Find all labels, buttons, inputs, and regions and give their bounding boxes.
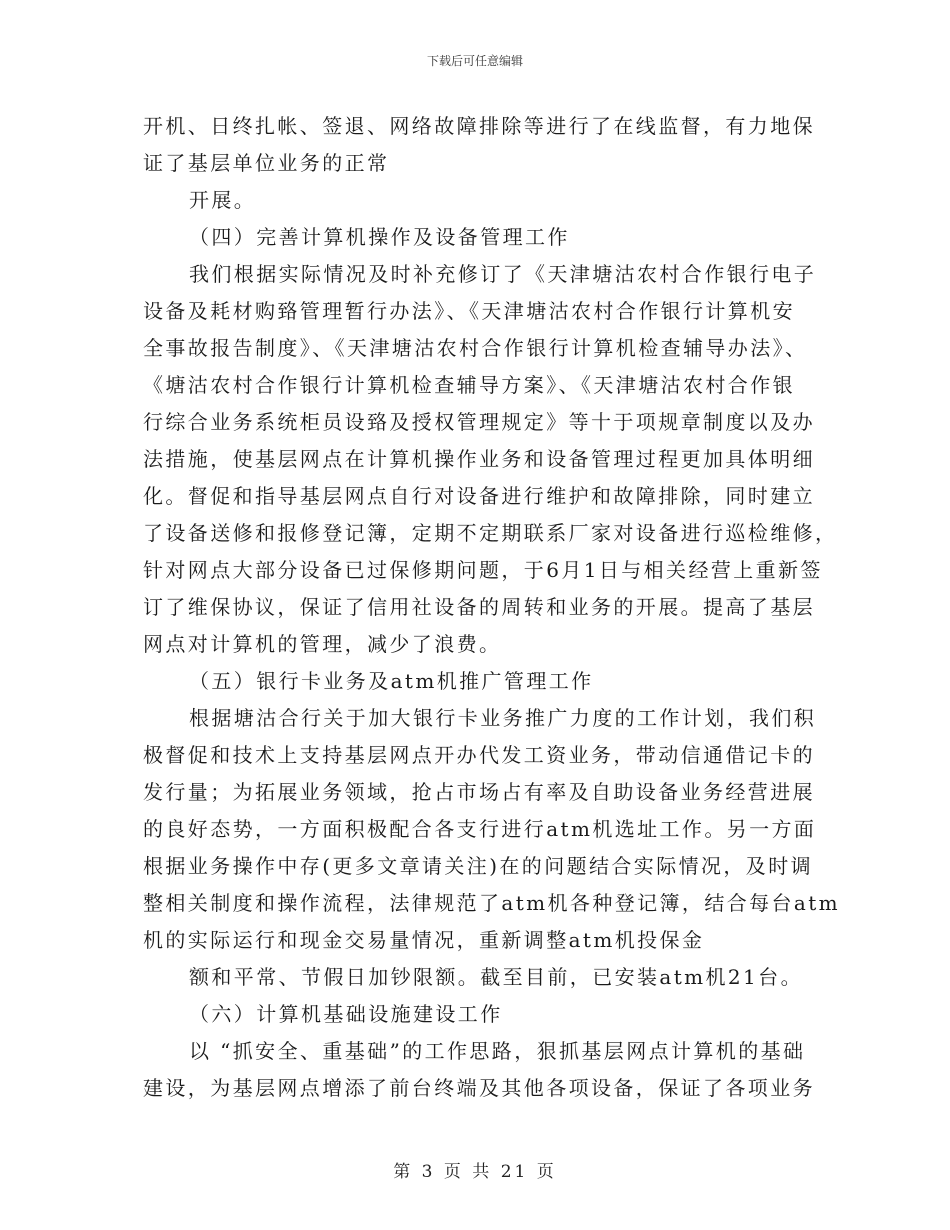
text-line: 额和平常、节假日加钞限额。截至目前，已安装atm机21台。 <box>189 965 803 989</box>
text-line: 机的实际运行和现金交易量情况，重新调整atm机投保金 <box>143 928 705 952</box>
text-line: 整相关制度和操作流程，法律规范了atm机各种登记簿，结合每台atm <box>143 891 841 915</box>
text-line: 建设，为基层网点增添了前台终端及其他各项设备，保证了各项业务 <box>143 1076 815 1100</box>
text-line: 法措施，使基层网点在计算机操作业务和设备管理过程更加具体明细 <box>143 447 815 471</box>
text-line: 针对网点大部分设备已过保修期问题，于6月1日与相关经营上重新签 <box>143 558 823 582</box>
header-note: 下载后可任意编辑 <box>426 54 523 68</box>
text-line: 证了基层单位业务的正常 <box>143 151 390 175</box>
section-heading: （六）计算机基础设施建设工作 <box>189 1002 503 1026</box>
text-line: 行综合业务系统柜员设臵及授权管理规定》等十于项规章制度以及办 <box>143 410 815 434</box>
text-line: 发行量；为拓展业务领域，抢占市场占有率及自助设备业务经营进展 <box>143 780 815 804</box>
text-line: 开机、日终扎帐、签退、网络故障排除等进行了在线监督，有力地保 <box>143 114 815 138</box>
text-line: 开展。 <box>189 188 257 212</box>
text-line: 以 “抓安全、重基础”的工作思路，狠抓基层网点计算机的基础 <box>189 1039 806 1063</box>
text-line: 全事故报告制度》、《天津塘沽农村合作银行计算机检查辅导办法》、 <box>143 336 808 360</box>
page-number-footer: 第 3 页 共 21 页 <box>393 1162 557 1182</box>
document-body <box>143 108 841 1107</box>
section-heading: （四）完善计算机操作及设备管理工作 <box>189 225 570 249</box>
text-line: 化。督促和指导基层网点自行对设备进行维护和故障排除，同时建立 <box>143 484 815 508</box>
text-line: 根据塘沽合行关于加大银行卡业务推广力度的工作计划，我们积 <box>189 706 817 730</box>
text-line: 设备及耗材购臵管理暂行办法》、《天津塘沽农村合作银行计算机安 <box>143 299 795 323</box>
text-line: 根据业务操作中存(更多文章请关注)在的问题结合实际情况，及时调 <box>143 854 814 878</box>
text-line: 网点对计算机的管理，减少了浪费。 <box>143 632 502 656</box>
text-line: 订了维保协议，保证了信用社设备的周转和业务的开展。提高了基层 <box>143 595 815 619</box>
text-line: 的良好态势，一方面积极配合各支行进行atm机选址工作。另一方面 <box>143 817 817 841</box>
section-heading: （五）银行卡业务及atm机推广管理工作 <box>189 669 594 693</box>
text-line: 了设备送修和报修登记簿，定期不定期联系厂家对设备进行巡检维修， <box>143 521 838 545</box>
text-line: 我们根据实际情况及时补充修订了《天津塘沽农村合作银行电子 <box>189 262 817 286</box>
text-line: 《塘沽农村合作银行计算机检查辅导方案》、《天津塘沽农村合作银 <box>143 373 795 397</box>
text-line: 极督促和技术上支持基层网点开办代发工资业务，带动信通借记卡的 <box>143 743 815 767</box>
